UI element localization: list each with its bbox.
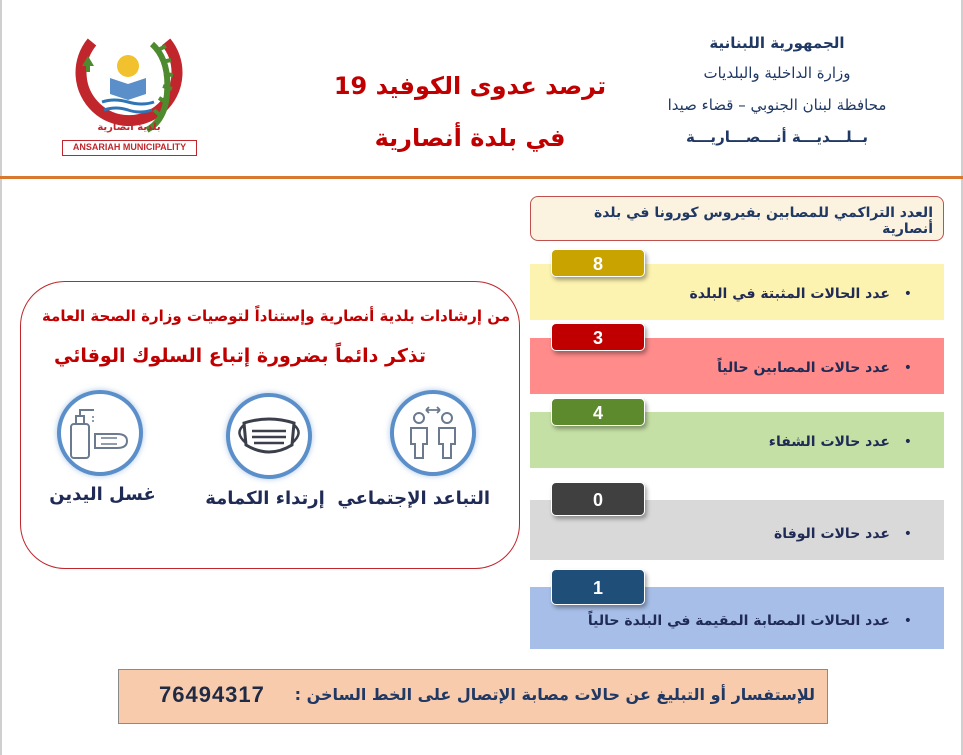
ministry-name: وزارة الداخلية والبلديات	[703, 64, 851, 82]
governorate-name: محافظة لبنان الجنوبي – قضاء صيدا	[667, 96, 887, 114]
hand-washing-icon	[57, 390, 143, 476]
hotline-banner	[118, 669, 828, 724]
stat-value-badge: 1	[551, 569, 645, 605]
mask-label: إرتداء الكمامة	[205, 488, 325, 509]
header-divider	[0, 176, 963, 179]
logo-arabic-text: بلدية أنصارية	[97, 122, 161, 133]
stat-value-badge: 0	[551, 482, 645, 516]
republic-name: الجمهورية اللبنانية	[709, 34, 845, 52]
bullet-icon: •	[903, 360, 912, 376]
stat-label: عدد حالات الوفاة	[774, 526, 890, 542]
bullet-icon: •	[903, 613, 912, 629]
cumulative-heading: العدد التراكمي للمصابين بفيروس كورونا في بلدة أنصارية	[530, 196, 944, 241]
page-border-left	[0, 0, 2, 755]
social-distancing-icon	[390, 390, 476, 476]
stat-label: عدد الحالات المثبتة في البلدة	[689, 286, 890, 302]
stat-value-badge: 4	[551, 398, 645, 426]
mask-icon	[226, 393, 312, 479]
bullet-icon: •	[903, 526, 912, 542]
bullet-icon: •	[903, 434, 912, 450]
stat-label: عدد حالات الشفاء	[768, 434, 890, 450]
municipality-logo	[62, 22, 197, 157]
social-distancing-label: التباعد الإجتماعي	[337, 488, 490, 509]
guidance-intro: من إرشادات بلدية أنصارية وإستناداً لتوصيات وزارة الصحة العامة	[41, 307, 510, 325]
logo-caption: ANSARIAH MUNICIPALITY	[62, 140, 197, 156]
stat-value-badge: 8	[551, 249, 645, 277]
stat-label: عدد حالات المصابين حالياً	[717, 360, 890, 376]
stat-label: عدد الحالات المصابة المقيمة في البلدة حالياً	[587, 613, 890, 629]
bullet-icon: •	[903, 286, 912, 302]
guidance-reminder: تذكر دائماً بضرورة إتباع السلوك الوقائي	[53, 345, 427, 367]
municipality-name: بــلـــديـــة أنـــصـــاريـــة	[685, 128, 869, 146]
hand-washing-label: غسل اليدين	[49, 484, 156, 505]
page-title: ترصد عدوى الكوفيد 19	[333, 72, 607, 100]
hotline-text: للإستفسار أو التبليغ عن حالات مصابة الإتصال على الخط الساخن :	[294, 685, 815, 704]
hotline-number[interactable]: 76494317	[159, 682, 265, 707]
stat-value-badge: 3	[551, 323, 645, 351]
page-subtitle: في بلدة أنصارية	[374, 124, 566, 152]
